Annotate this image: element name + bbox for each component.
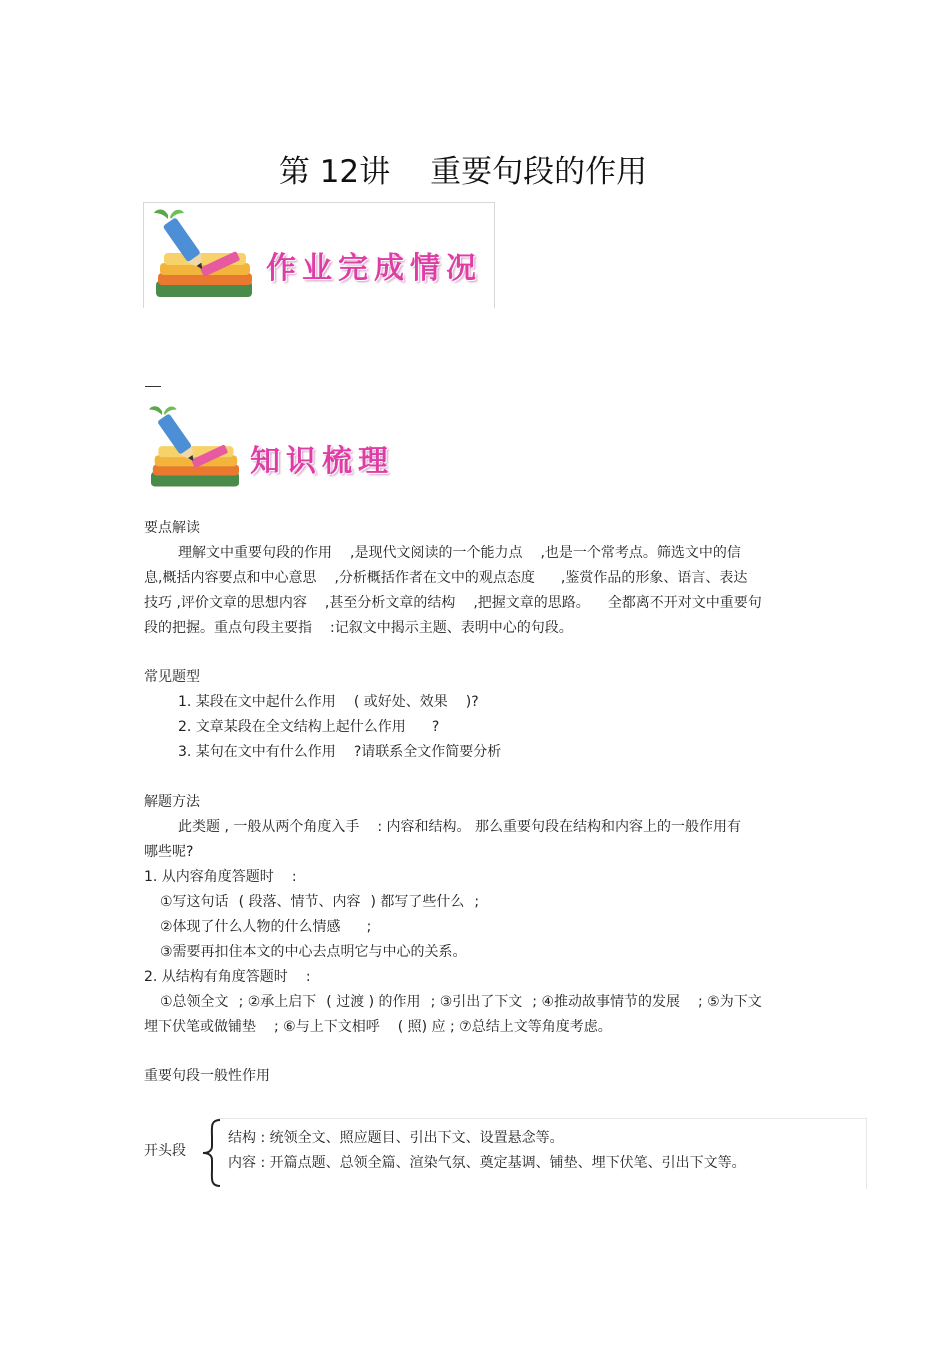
- homework-banner-title: 作业完成情况: [266, 251, 482, 286]
- keypoints-heading: 要点解读: [144, 520, 200, 536]
- keypoints-line: 技巧 ,评价文章的思想内容 ,甚至分析文章的结构 ,把握文章的思路。 全都离不开对文中重要句: [144, 595, 762, 611]
- keypoints-line: 理解文中重要句段的作用 ,是现代文阅读的一个能力点 ,也是一个常考点。筛选文中的信: [178, 545, 741, 561]
- content-angle-item: ②体现了什么人物的什么情感 ;: [160, 919, 372, 935]
- keypoints-line: 段的把握。重点句段主要指 :记叙文中揭示主题、表明中心的句段。: [144, 620, 573, 636]
- structure-angle-heading: 2. 从结构有角度答题时 :: [144, 969, 311, 985]
- types-item: 3. 某句在文中有什么作用 ?请联系全文作简要分析: [178, 744, 502, 760]
- knowledge-banner: [140, 400, 400, 496]
- content-angle-item: ③需要再扣住本文的中心去点明它与中心的关系。: [160, 944, 467, 960]
- structure-angle-line: 埋下伏笔或做铺垫 ; ⑥与上下文相呼 ( 照) 应 ; ⑦总结上文等角度考虑。: [144, 1019, 612, 1035]
- general-role-heading: 重要句段一般性作用: [144, 1068, 270, 1084]
- homework-banner: [143, 202, 495, 308]
- divider-dash: [145, 386, 161, 387]
- knowledge-banner-title: 知识梳理: [250, 444, 394, 479]
- opening-structure-role: 结构 : 统领全文、照应题目、引出下文、设置悬念等。: [228, 1130, 564, 1146]
- method-intro-cont: 哪些呢?: [144, 844, 194, 860]
- content-angle-item: ①写这句话 ( 段落、情节、内容 ) 都写了些什么 ;: [160, 894, 480, 910]
- method-heading: 解题方法: [144, 794, 200, 810]
- left-brace-icon: [200, 1118, 224, 1188]
- title-lecture-number: 第 12讲: [278, 154, 391, 190]
- books-pencil-icon: [140, 400, 250, 496]
- content-angle-heading: 1. 从内容角度答题时 :: [144, 869, 297, 885]
- types-item: 2. 文章某段在全文结构上起什么作用 ?: [178, 719, 440, 735]
- types-heading: 常见题型: [144, 669, 200, 685]
- opening-paragraph-label: 开头段: [144, 1143, 186, 1159]
- method-intro: 此类题 , 一般从两个角度入手 : 内容和结构。 那么重要句段在结构和内容上的一般作用有: [178, 819, 741, 835]
- books-pencil-icon: [144, 203, 264, 307]
- types-item: 1. 某段在文中起什么作用 ( 或好处、效果 )?: [178, 694, 479, 710]
- title-topic: 重要句段的作用: [430, 154, 648, 190]
- opening-content-role: 内容 : 开篇点题、总领全篇、渲染气氛、奠定基调、铺垫、埋下伏笔、引出下文等。: [228, 1155, 746, 1171]
- page-title: [0, 146, 926, 191]
- structure-angle-line: ①总领全文 ; ②承上启下 ( 过渡 ) 的作用 ; ③引出了下文 ; ④推动故事情节的发展 ; ⑤为下文: [160, 994, 762, 1010]
- keypoints-line: 息,概括内容要点和中心意思 ,分析概括作者在文中的观点态度 ,鉴赏作品的形象、语言、表达: [144, 570, 748, 586]
